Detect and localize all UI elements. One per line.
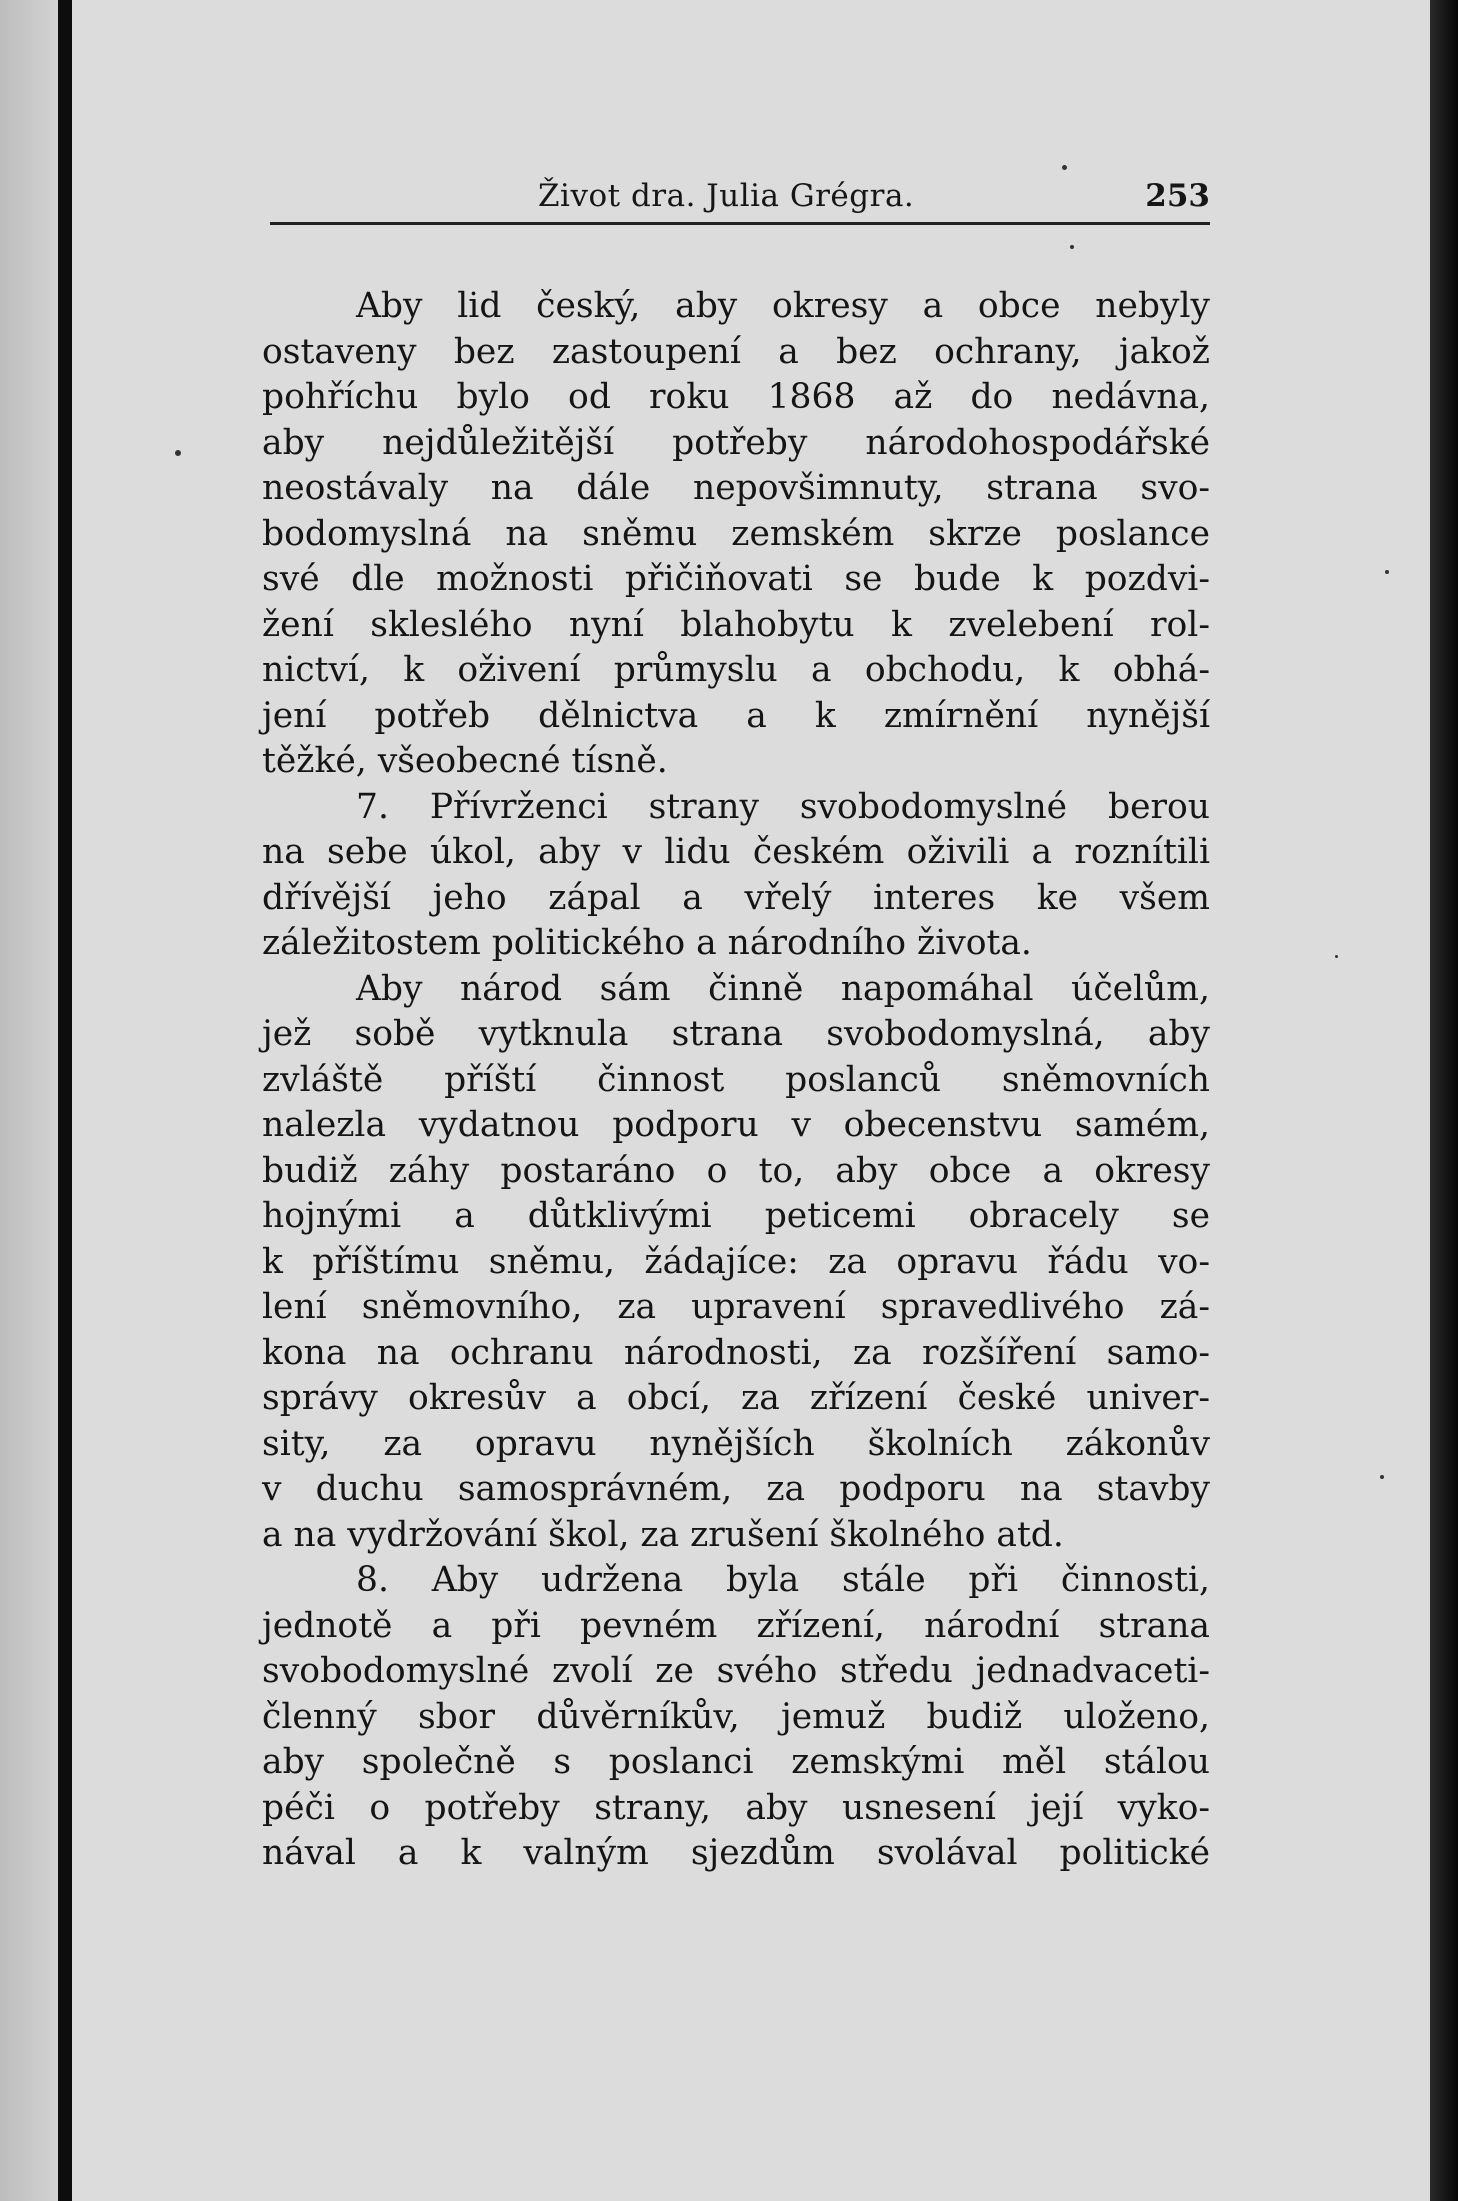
text-line: své dle možnosti přičiňovati se bude k pozdvi- (262, 559, 1210, 599)
text-line: hojnými a důtklivými peticemi obracely se (262, 1196, 1210, 1236)
text-line: bodomyslná na sněmu zemském skrze poslance (262, 513, 1210, 554)
text-line: lení sněmovního, za upravení spravedlivého zá- (262, 1287, 1210, 1327)
text-line: těžké, všeobecné tísně. (262, 741, 668, 781)
text-line: Aby lid český, aby okresy a obce nebyly (356, 286, 1210, 326)
running-title: Život drа. Julia Grégra. (538, 178, 915, 214)
text-line: svobodomyslné zvolí ze svého středu jednadvaceti- (262, 1651, 1210, 1691)
text-line: aby společně s poslanci zemskými měl stálou (262, 1742, 1210, 1782)
text-line: k příštímu sněmu, žádajíce: za opravu řádu vo- (262, 1241, 1210, 1282)
text-line: jež sobě vytknula strana svobodomyslná, aby (262, 1014, 1210, 1054)
text-line: jení potřeb dělnictva a k zmírnění nynější (262, 695, 1210, 736)
text-line: žení skleslého nyní blahobytu k zvelebení rol- (262, 604, 1210, 645)
text-line: záležitostem politického a národního života. (262, 923, 1032, 963)
page-number: 253 (1145, 178, 1210, 214)
text-line: 8. Aby udržena byla stále při činnosti, (356, 1560, 1210, 1600)
text-line: nalezla vydatnou podporu v obecenstvu samém, (262, 1105, 1210, 1145)
text-line: v duchu samosprávném, za podporu na stavby (262, 1469, 1210, 1509)
speck (1070, 245, 1074, 249)
speck (1062, 165, 1067, 170)
text-line: pohříchu bylo od roku 1868 až do nedávna, (262, 377, 1210, 417)
text-line: zvláště příští činnost poslanců sněmovních (262, 1059, 1210, 1100)
text-line: aby nejdůležitější potřeby národohospodářské (262, 422, 1210, 463)
text-line: kona na ochranu národnosti, za rozšíření samo- (262, 1332, 1210, 1373)
text-line: péči o potřeby strany, aby usnesení její vyko- (262, 1787, 1210, 1828)
text-line: neostávaly na dále nepovšimnuty, strana svo- (262, 468, 1210, 508)
speck (1380, 1475, 1384, 1479)
text-line: a na vydržování škol, za zrušení školného atd. (262, 1514, 1064, 1555)
text-line: jednotě a při pevném zřízení, národní strana (262, 1605, 1210, 1646)
running-header (270, 178, 1210, 224)
text-line: nictví, k oživení průmyslu a obchodu, k obhá- (262, 650, 1210, 690)
speck (1335, 955, 1338, 958)
text-line: správy okresův a obcí, za zřízení české univer- (262, 1378, 1210, 1418)
text-line: na sebe úkol, aby v lidu českém oživili a roznítili (262, 832, 1210, 872)
text-line: dřívější jeho zápal a vřelý interes ke všem (262, 877, 1210, 918)
body-text (262, 284, 1210, 1877)
text-line: sity, za opravu nynějších školních zákonův (262, 1423, 1210, 1464)
speck (1385, 570, 1389, 574)
text-line: 7. Přívrženci strany svobodomyslné berou (356, 786, 1210, 827)
text-line: budiž záhy postaráno o to, aby obce a okresy (262, 1150, 1210, 1191)
header-rule (270, 222, 1210, 225)
speck (175, 450, 181, 456)
text-line: ostaveny bez zastoupení a bez ochrany, jakož (262, 331, 1210, 372)
text-line: nával a k valným sjezdům svolával politické (262, 1833, 1210, 1873)
text-line: členný sbor důvěrníkův, jemuž budiž uloženo, (262, 1696, 1210, 1737)
binding-shadow (58, 0, 72, 2201)
text-line: Aby národ sám činně napomáhal účelům, (356, 968, 1210, 1009)
page-edge (1430, 0, 1458, 2201)
